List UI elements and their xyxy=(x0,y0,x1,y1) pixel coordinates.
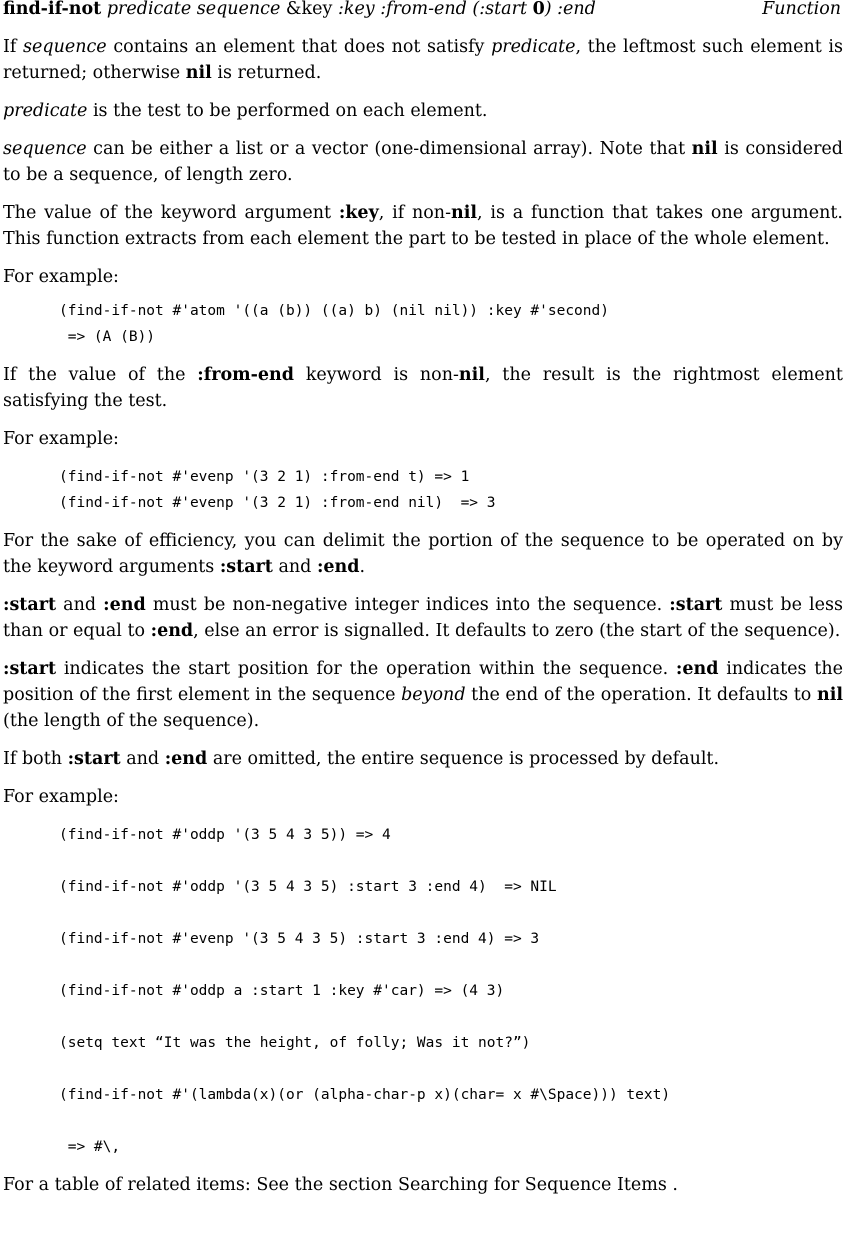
defaults-paragraph: If both :start and :end are omitted, the entire sequence is processed by default. xyxy=(3,749,720,769)
reference-entry xyxy=(3,0,843,1210)
section-link[interactable]: Searching for Sequence Items xyxy=(397,1175,667,1195)
entry-type-label: Function xyxy=(762,0,841,19)
efficiency-paragraph: For the sake of efficiency, you can delimit the portion of the sequence to be operated on by the keyword arguments :start and :end. xyxy=(3,531,843,577)
code-example: (find-if-not #'oddp '(3 5 4 3 5)) => 4 (find-if-not #'oddp '(3 5 4 3 5) :start 3 :end 4) => NIL (find-if-not #'evenp '(3 5 4 3 5) :start 3 :end 4) => 3 (find-if-not #'oddp a :start 1 :key #'car) => (4 3) (setq text “It was the height, of folly; Was it not?”) (find-if-not #'(lambda(x)(or (alpha-char-p x)(char= x #\Space))) text) => #\, xyxy=(59,827,671,1155)
predicate-paragraph: predicate is the test to be performed on each element. xyxy=(3,101,488,121)
function-signature: find-if-not predicate sequence &key :key :from-end (:start 0) :end xyxy=(3,0,596,19)
for-example-label: For example: xyxy=(3,267,119,287)
key-paragraph: The value of the keyword argument :key, if non-nil, is a function that takes one argument. This function extracts from each element the part to be tested in place of the whole element. xyxy=(3,203,843,249)
entry-header xyxy=(3,0,843,22)
description-paragraph: If sequence contains an element that does not satisfy predicate, the leftmost such element is returned; otherwise nil is returned. xyxy=(3,37,843,83)
start-position-paragraph: :start indicates the start position for the operation within the sequence. :end indicates the position of the first element in the sequence beyond the end of the operation. It defaults to nil (the length of the sequence). xyxy=(3,659,843,731)
start-end-paragraph: :start and :end must be non-negative integer indices into the sequence. :start must be less than or equal to :end, else an error is signalled. It defaults to zero (the start of the sequence). xyxy=(3,595,843,641)
code-example: (find-if-not #'atom '((a (b)) ((a) b) (nil nil)) :key #'second) => (A (B)) xyxy=(59,303,609,345)
from-end-paragraph: If the value of the :from-end keyword is non-nil, the result is the rightmost element satisfying the test. xyxy=(3,365,843,411)
related-items-paragraph: For a table of related items: See the section Searching for Sequence Items . xyxy=(3,1175,678,1195)
for-example-label: For example: xyxy=(3,429,119,449)
for-example-label: For example: xyxy=(3,787,119,807)
function-name: find-if-not xyxy=(3,0,102,19)
code-example: (find-if-not #'evenp '(3 2 1) :from-end t) => 1 (find-if-not #'evenp '(3 2 1) :from-end nil) => 3 xyxy=(59,469,496,511)
sequence-paragraph: sequence can be either a list or a vector (one-dimensional array). Note that nil is considered to be a sequence, of length zero. xyxy=(3,139,843,185)
